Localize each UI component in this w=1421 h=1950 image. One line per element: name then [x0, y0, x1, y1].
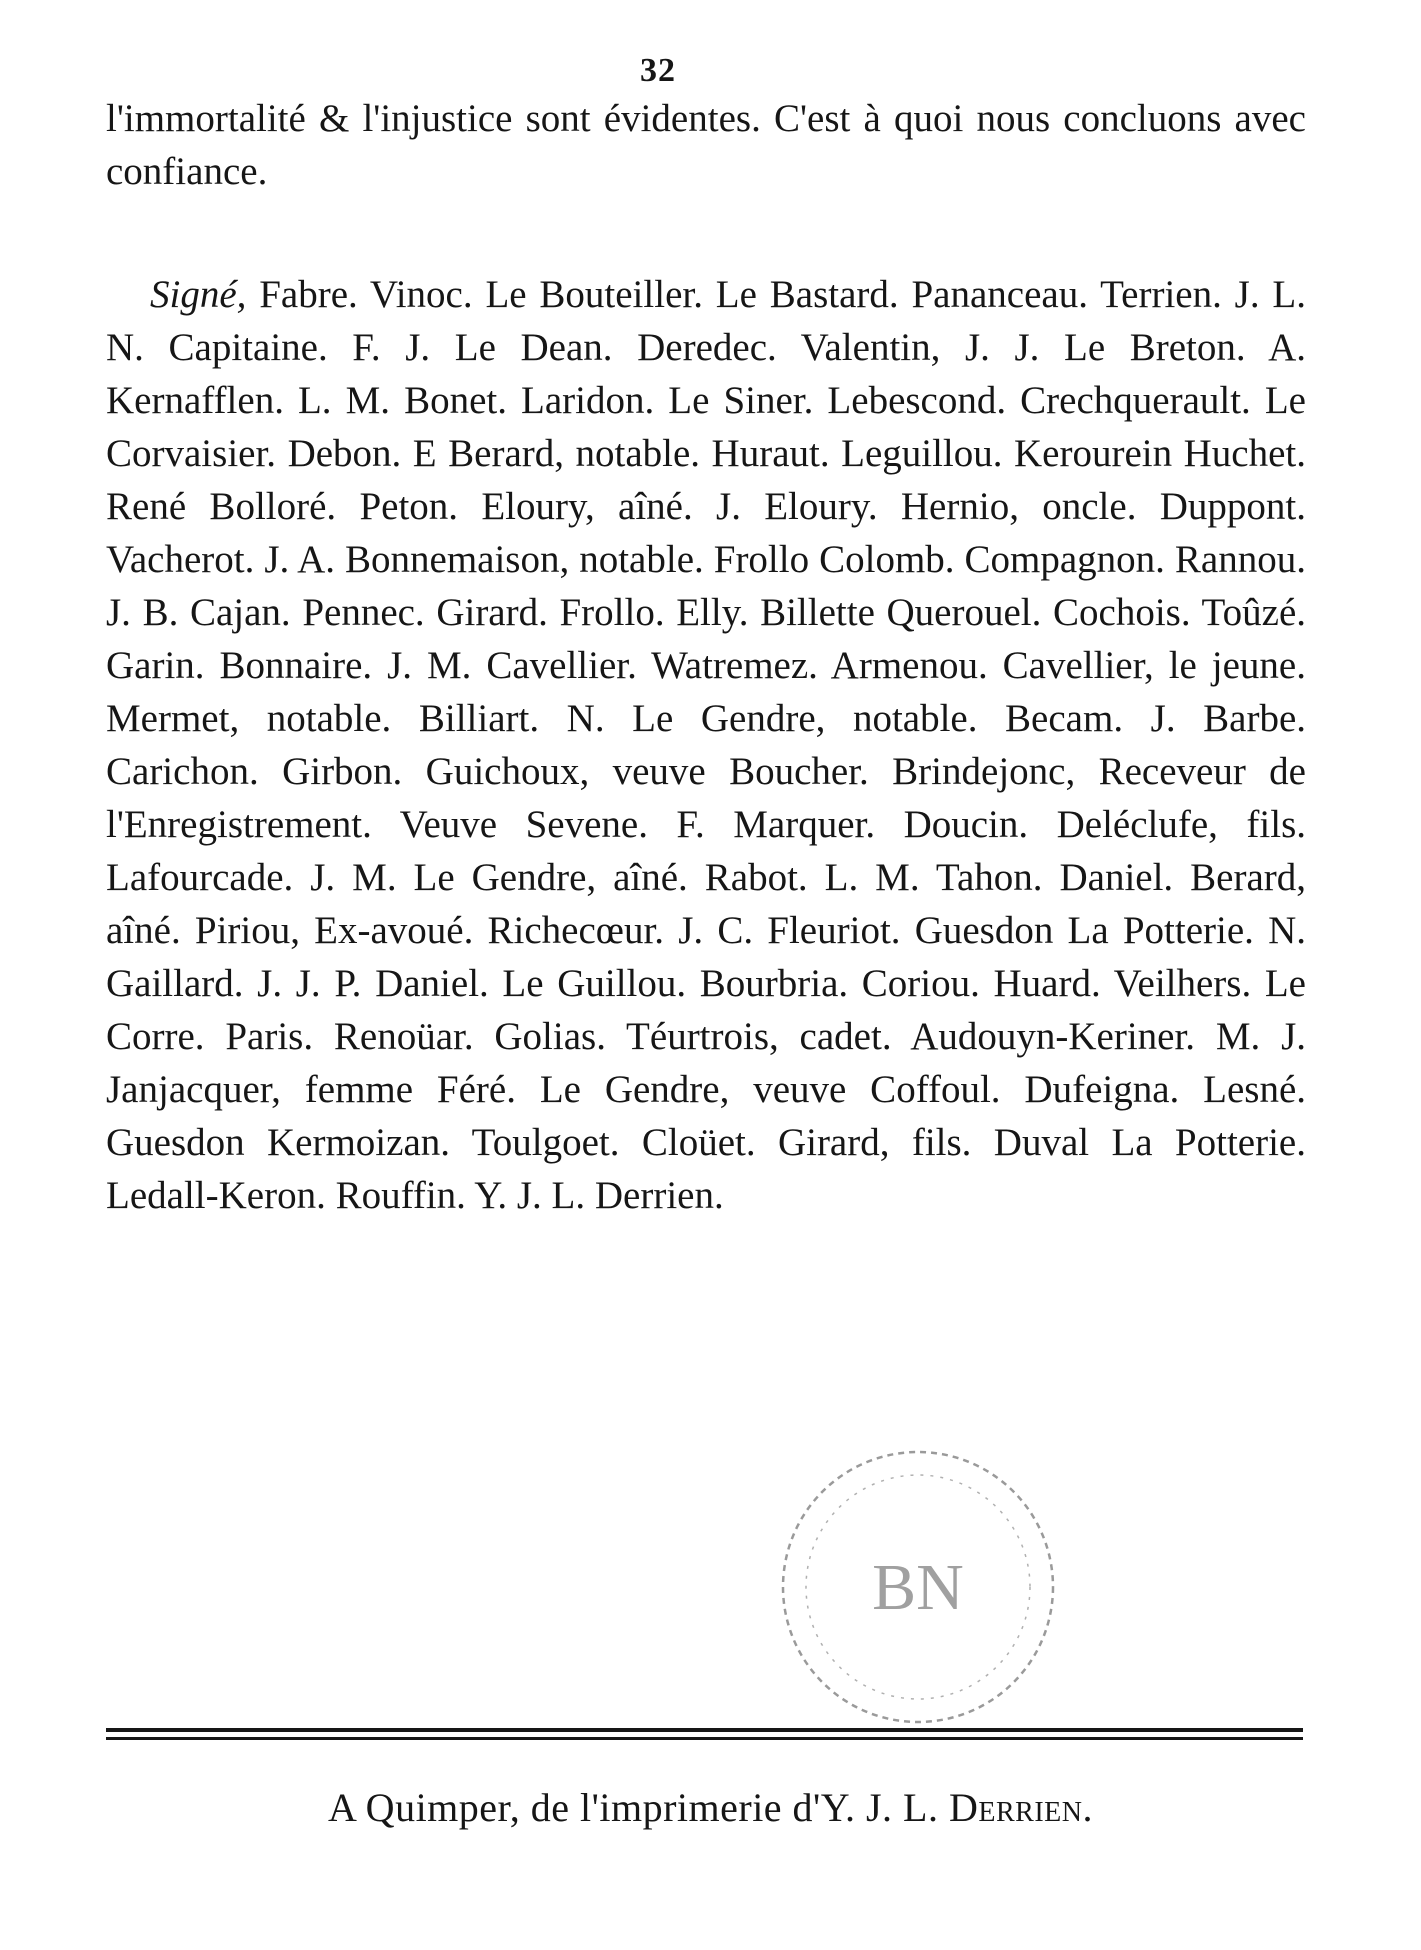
divider-rule	[106, 1728, 1303, 1732]
signatures-paragraph	[106, 268, 1306, 1222]
divider-rule-secondary	[106, 1737, 1303, 1740]
page-number: 32	[640, 52, 676, 89]
imprint-printer: Derrien.	[949, 1785, 1093, 1830]
conclusion-text: l'immortalité & l'injustice sont évidentes. C'est à quoi nous concluons avec confiance.	[106, 97, 1306, 193]
body-paragraph	[106, 92, 1306, 198]
signe-label: Signé,	[150, 273, 247, 316]
imprint-prefix: A Quimper, de l'imprimerie d'Y. J. L.	[328, 1785, 939, 1830]
signatory-names: Fabre. Vinoc. Le Bouteiller. Le Bastard. Pananceau. Terrien. J. L. N. Capitaine. F. J. Le Dean. Deredec. Valentin, J. J. Le Breton. A. Kernafflen. L. M. Bonet. Laridon. Le Siner. Lebescond. Crechquerault. Le Corvaisier. Debon. E Berard, notable. Huraut. Leguillou. Kerourein Huchet. René Bolloré. Peton. Eloury, aîné. J. Eloury. Hernio, oncle. Duppont. Vacherot. J. A. Bonnemaison, notable. Frollo Colomb. Compagnon. Rannou. J. B. Cajan. Pennec. Girard. Frollo. Elly. Billette Querouel. Cochois. Toûzé. Garin. Bonnaire. J. M. Cavellier. Watremez. Armenou. Cavellier, le jeune. Mermet, notable. Billiart. N. Le Gendre, notable. Becam. J. Barbe. Carichon. Girbon. Guichoux, veuve Boucher. Brindejonc, Receveur de l'Enregistrement. Veuve Sevene. F. Marquer. Doucin. Deléclufe, fils. Lafourcade. J. M. Le Gendre, aîné. Rabot. L. M. Tahon. Daniel. Berard, aîné. Piriou, Ex-avoué. Richecœur. J. C. Fleuriot. Guesdon La Potterie. N. Gaillard. J. J. P. Daniel. Le Guillou. Bourbria. Coriou. Huard. Veilhers. Le Corre. Paris. Renoüar. Golias. Téurtrois, cadet. Audouyn-Keriner. M. J. Janjacquer, femme Féré. Le Gendre, veuve Coffoul. Dufeigna. Lesné. Guesdon Kermoizan. Toulgoet. Cloüet. Girard, fils. Duval La Potterie. Ledall-Keron. Rouffin. Y. J. L. Derrien.	[106, 273, 1306, 1217]
stamp-label: BN	[872, 1551, 964, 1624]
library-stamp-icon	[768, 1437, 1068, 1737]
imprint-line	[0, 1784, 1421, 1831]
